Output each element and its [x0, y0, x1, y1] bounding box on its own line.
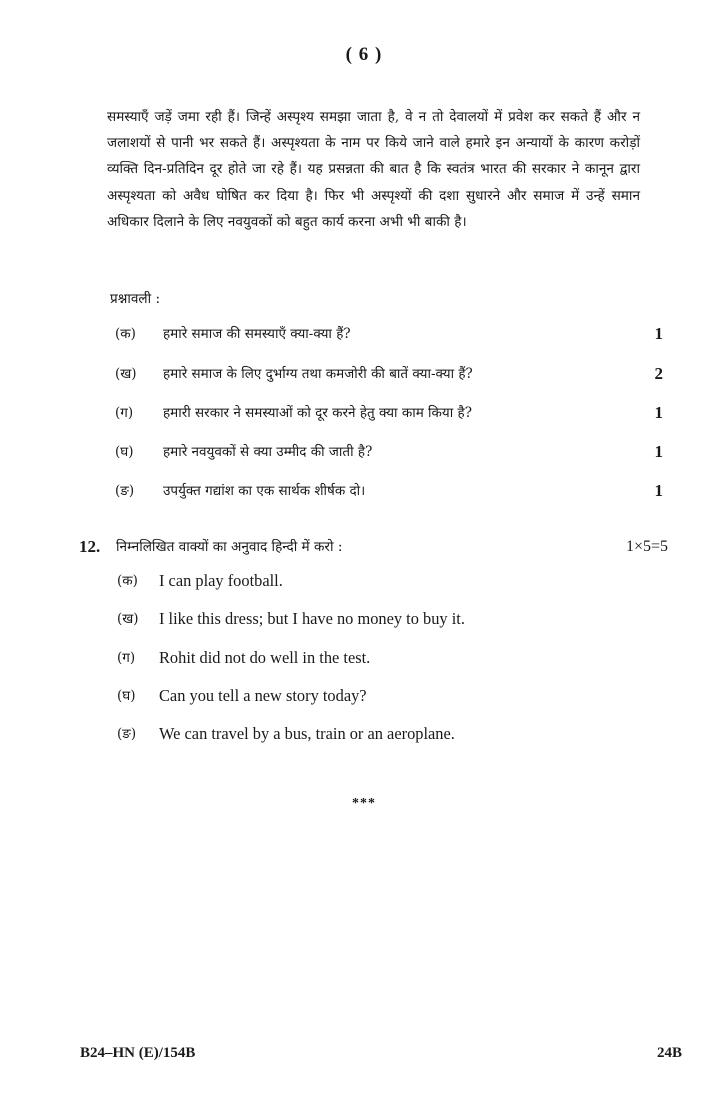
end-mark: ***: [352, 796, 376, 811]
question-text: हमारे नवयुवकों से क्या उम्मीद की जाती है?: [163, 444, 373, 460]
question-marks: 1: [654, 442, 663, 461]
page-number: ( 6 ): [345, 44, 383, 65]
question-label: (ख): [115, 366, 137, 382]
question-row: [115, 440, 663, 464]
item-label: (घ): [117, 688, 136, 704]
item-text: I can play football.: [159, 571, 283, 590]
item-label: (क): [117, 573, 138, 589]
passage-paragraph: समस्याएँ जड़ें जमा रही हैं। जिन्हें अस्पृश्य समझा जाता है, वे न तो देवालयों में प्रवेश कर सकते हैं और न जलाशयों से पानी भर सकते हैं। अस्पृश्यता के नाम पर किये जाने वाले हमारे इन अन्यायों के कारण करोड़ों व्यक्ति दिन-प्रतिदिन दूर होते जा रहे हैं। यह प्रसन्नता की बात है कि स्वतंत्र भारत की सरकार ने कानून द्वारा अस्पृश्यता को अवैध घोषित कर दिया है। फिर भी अस्पृश्यों की दशा सुधारने और समाज में उन्हें समान अधिकार दिलाने के लिए नवयुवकों को बहुत कार्य करना अभी भी बाकी है।: [107, 109, 640, 230]
question-label: (क): [115, 326, 136, 342]
footer-page-code: 24B: [656, 1045, 682, 1061]
question-marks: 1: [654, 481, 663, 500]
question-label: (घ): [115, 444, 134, 460]
question-text: हमारे समाज के लिए दुर्भाग्य तथा कमजोरी की बातें क्या-क्या हैं?: [163, 366, 473, 382]
question-label: (ङ): [115, 483, 135, 499]
item-text: Rohit did not do well in the test.: [159, 648, 371, 667]
section-title: निम्नलिखित वाक्यों का अनुवाद हिन्दी में करो :: [116, 539, 343, 555]
question-row: [115, 401, 663, 425]
section-number: 12.: [79, 537, 101, 556]
section-marks: 1×5=5: [625, 538, 668, 555]
question-row: [115, 362, 663, 386]
item-label: (ख): [117, 611, 139, 627]
question-text: उपर्युक्त गद्यांश का एक सार्थक शीर्षक दो।: [163, 483, 366, 499]
item-text: I like this dress; but I have no money to buy it.: [159, 609, 465, 628]
item-text: We can travel by a bus, train or an aeroplane.: [159, 724, 455, 743]
item-label: (ग): [117, 650, 136, 666]
question-marks: 1: [654, 403, 663, 422]
question-text: हमारे समाज की समस्याएँ क्या-क्या हैं?: [163, 326, 351, 342]
question-row: [115, 479, 663, 503]
item-label: (ङ): [117, 726, 137, 742]
footer-paper-code: B24–HN (E)/154B: [80, 1045, 196, 1061]
question-row: [115, 322, 663, 346]
question-marks: 1: [654, 324, 663, 343]
question-marks: 2: [654, 364, 663, 383]
question-text: हमारी सरकार ने समस्याओं को दूर करने हेतु क्या काम किया है?: [163, 405, 472, 421]
item-text: Can you tell a new story today?: [159, 686, 367, 705]
questions-heading: प्रश्नावली :: [110, 291, 161, 307]
question-label: (ग): [115, 405, 134, 421]
section-12-header: [79, 534, 668, 560]
